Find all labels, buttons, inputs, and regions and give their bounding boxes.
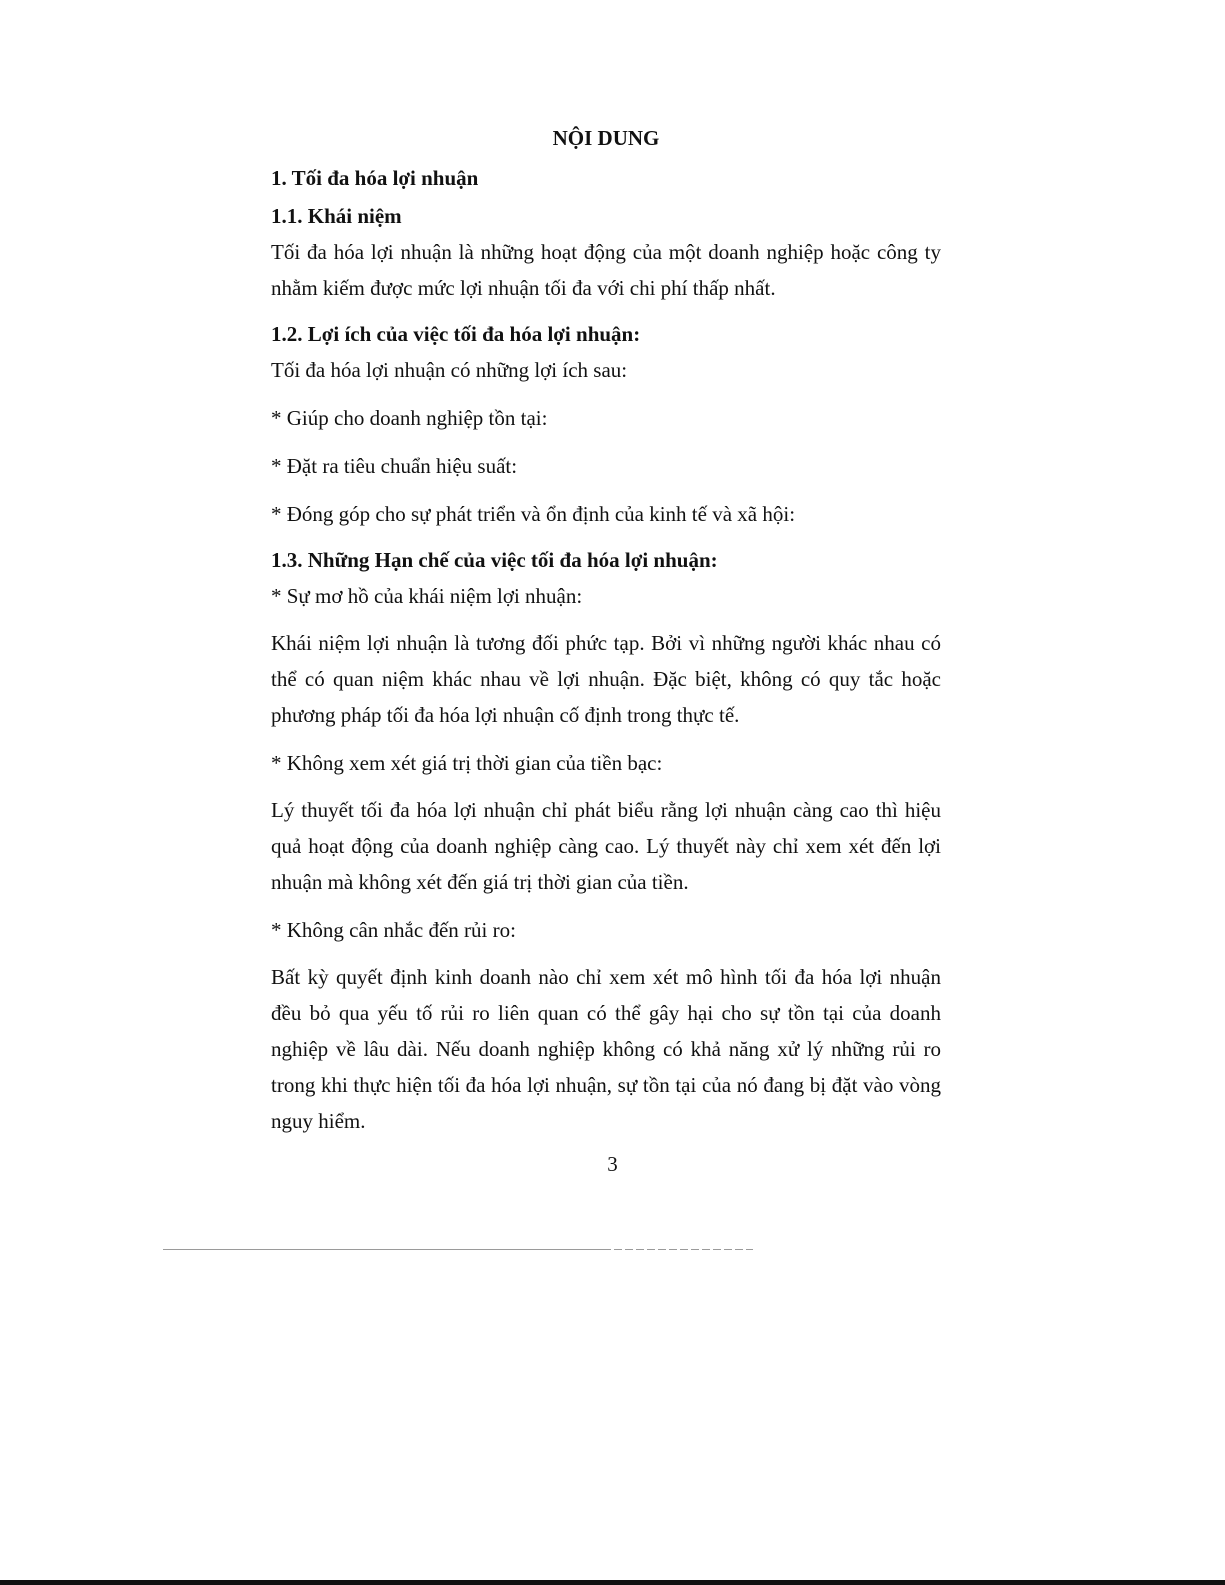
page-break-line-dashed (603, 1249, 753, 1250)
bottom-border (0, 1580, 1225, 1585)
benefits-intro: Tối đa hóa lợi nhuận có những lợi ích sau: (271, 358, 628, 382)
limitation-paragraph: Bất kỳ quyết định kinh doanh nào chỉ xem xét mô hình tối đa hóa lợi nhuận đều bỏ qua yếu tố rủi ro liên quan có thể gây hại cho sự tồn tại của doanh nghiệp về lâu dài. Nếu doanh nghiệp không có khả năng xử lý những rủi ro trong khi thực hiện tối đa hóa lợi nhuận, sự tồn tại của nó đang bị đặt vào vòng nguy hiểm. (271, 965, 941, 1133)
limitation-paragraph: Khái niệm lợi nhuận là tương đối phức tạp. Bởi vì những người khác nhau có thể có quan niệm khác nhau về lợi nhuận. Đặc biệt, không có quy tắc hoặc phương pháp tối đa hóa lợi nhuận cố định trong thực tế. (271, 631, 941, 727)
subsection-heading-1-2: 1.2. Lợi ích của việc tối đa hóa lợi nhuận: (271, 322, 641, 346)
benefit-item: * Đặt ra tiêu chuẩn hiệu suất: (271, 454, 518, 478)
subsection-heading-1-1: 1.1. Khái niệm (271, 204, 402, 228)
limitation-bullet: * Không cân nhắc đến rủi ro: (271, 918, 516, 942)
limitation-paragraph: Lý thuyết tối đa hóa lợi nhuận chỉ phát biểu rằng lợi nhuận càng cao thì hiệu quả hoạt động của doanh nghiệp càng cao. Lý thuyết này chỉ xem xét đến lợi nhuận mà không xét đến giá trị thời gian của tiền. (271, 798, 941, 894)
benefit-item: * Giúp cho doanh nghiệp tồn tại: (271, 406, 548, 430)
page-title: NỘI DUNG (552, 126, 660, 150)
page-number: 3 (607, 1152, 618, 1176)
limitation-bullet: * Sự mơ hồ của khái niệm lợi nhuận: (271, 584, 583, 608)
definition-paragraph: Tối đa hóa lợi nhuận là những hoạt động của một doanh nghiệp hoặc công ty nhằm kiếm được mức lợi nhuận tối đa với chi phí thấp nhất. (271, 240, 941, 300)
section-heading-1: 1. Tối đa hóa lợi nhuận (271, 166, 479, 190)
limitation-bullet: * Không xem xét giá trị thời gian của tiền bạc: (271, 751, 663, 775)
page-break-line (163, 1249, 603, 1250)
page-content (271, 120, 941, 1139)
benefit-item: * Đóng góp cho sự phát triển và ổn định của kinh tế và xã hội: (271, 502, 796, 526)
subsection-heading-1-3: 1.3. Những Hạn chế của việc tối đa hóa lợi nhuận: (271, 548, 718, 572)
